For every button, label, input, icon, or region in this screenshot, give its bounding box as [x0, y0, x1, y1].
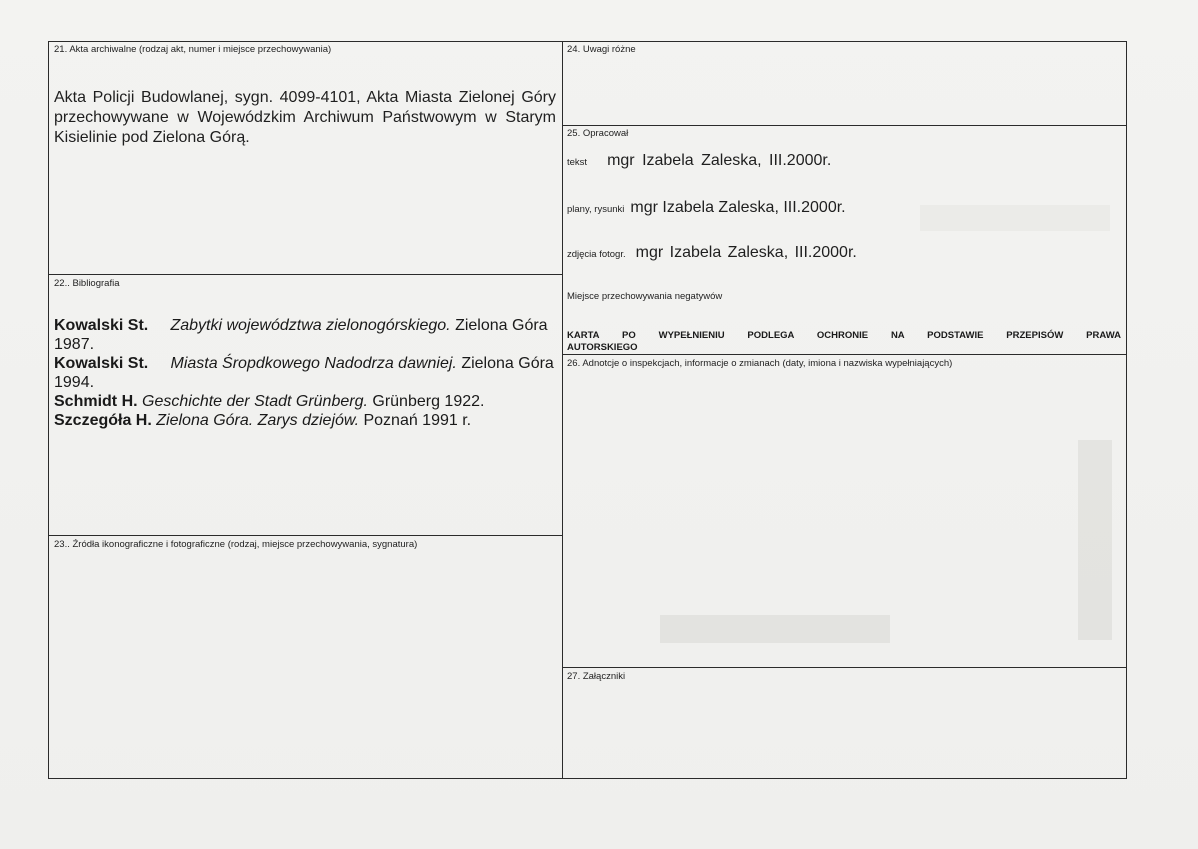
rule-25-26: [562, 354, 1127, 355]
section-23-label: 23.. Źródła ikonograficzne i fotograficzne (rodzaj, miejsce przechowywania, sygnatura): [54, 539, 418, 550]
bibliography-publication: Zielona Góra 1994.: [54, 355, 554, 391]
bibliography-author: Szczegóła H.: [54, 412, 152, 429]
section-22-label: 22.. Bibliografia: [54, 278, 120, 289]
bibliography-entry: [54, 392, 554, 411]
text-author-label: tekst: [567, 157, 588, 168]
rule-26-27: [562, 667, 1127, 668]
archival-records-text: Akta Policji Budowlanej, sygn. 4099-4101, Akta Miasta Zielonej Góry przechowywane w Wojewódzkim Archiwum Państwowym w Starym Kisielinie pod Zielona Górą.: [54, 89, 556, 146]
bibliography-title: Zabytki województwa zielonogórskiego.: [170, 317, 451, 334]
bibliography-entry: [54, 316, 554, 354]
text-author-value: mgr Izabela Zaleska, III.2000r.: [607, 152, 832, 169]
section-24-label: 24. Uwagi różne: [567, 44, 636, 55]
rule-22-23: [48, 535, 562, 536]
author-drawings-row: [567, 199, 846, 217]
bibliography-title: Miasta Śropdkowego Nadodrza dawniej.: [170, 355, 457, 372]
author-photos-row: [567, 244, 857, 262]
drawings-author-label: plany, rysunki: [567, 204, 625, 215]
bibliography-title: Zielona Góra. Zarys dziejów.: [156, 412, 360, 429]
section-26-label: 26. Adnotcje o inspekcjach, informacje o zmianach (daty, imiona i nazwiska wypełniających): [567, 358, 953, 369]
photos-author-label: zdjęcia fotogr.: [567, 249, 626, 260]
negatives-location-label: Miejsce przechowywania negatywów: [567, 291, 723, 302]
photos-author-value: mgr Izabela Zaleska, III.2000r.: [635, 244, 857, 261]
rule-21-22: [48, 274, 562, 275]
section-25-label: 25. Opracował: [567, 128, 629, 139]
bibliography-list: [54, 316, 554, 430]
section-21-label: 21. Akta archiwalne (rodzaj akt, numer i miejsce przechowywania): [54, 44, 332, 55]
rule-24-25: [562, 125, 1127, 126]
copyright-notice: KARTA PO WYPEŁNIENIU PODLEGA OCHRONIE NA PODSTAWIE PRZEPISÓW PRAWA AUTORSKIEGO: [567, 330, 1121, 353]
bibliography-publication: Grünberg 1922.: [372, 393, 485, 410]
section-27-label: 27. Załączniki: [567, 671, 626, 682]
bibliography-entry: [54, 354, 554, 392]
bibliography-publication: Zielona Góra 1987.: [54, 317, 548, 353]
bibliography-author: Schmidt H.: [54, 393, 138, 410]
bibliography-author: Kowalski St.: [54, 355, 149, 372]
author-text-row: [567, 152, 831, 170]
bibliography-entry: [54, 411, 554, 430]
drawings-author-value: mgr Izabela Zaleska, III.2000r.: [630, 199, 846, 216]
bibliography-author: Kowalski St.: [54, 317, 149, 334]
bibliography-title: Geschichte der Stadt Grünberg.: [142, 393, 368, 410]
column-divider: [562, 41, 563, 779]
bibliography-publication: Poznań 1991 r.: [363, 412, 472, 429]
